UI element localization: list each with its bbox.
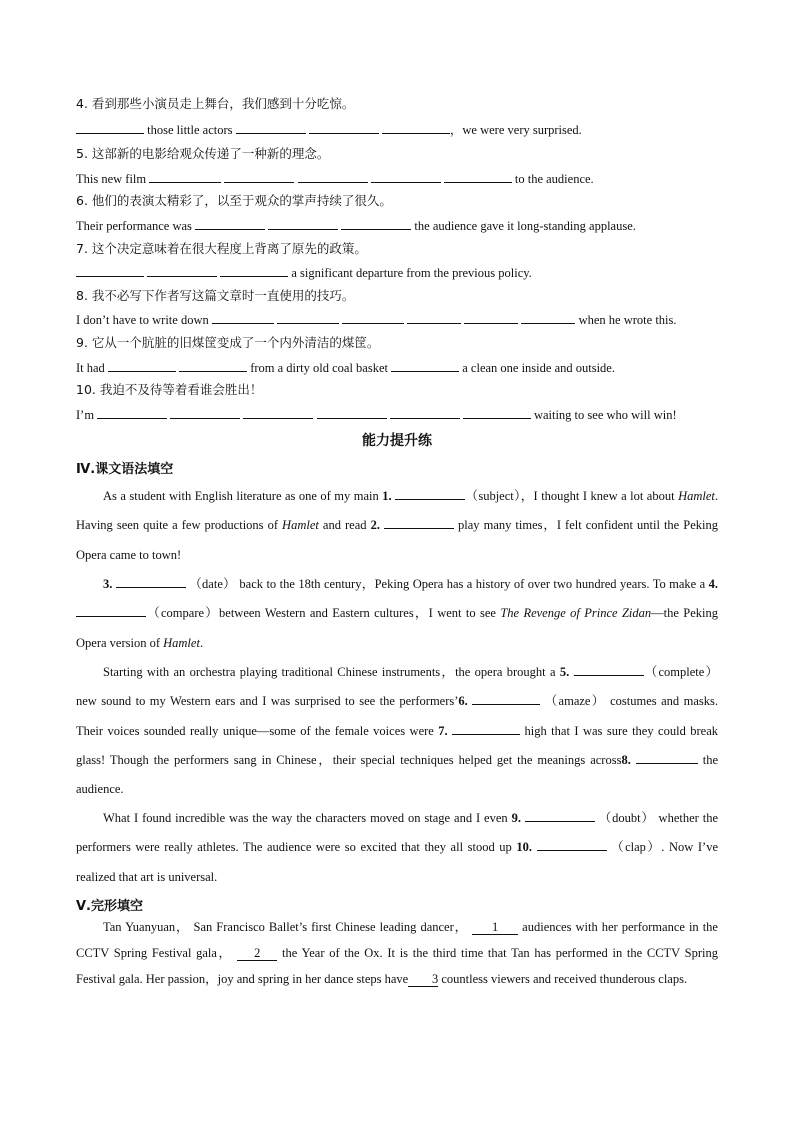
answer-blank[interactable] [537,838,607,851]
part-4-heading: Ⅳ.课文语法填空 [76,462,174,477]
answer-blank[interactable] [220,264,288,277]
answer-blank[interactable] [444,170,512,183]
paragraph-text: audiences with her performance in the CCTV Spring Festival gala， [76,920,718,960]
sentence-text: to the audience. [514,172,594,186]
exercise-10-chinese: 10. 我迫不及待等着看谁会胜出！ [76,382,263,397]
exercise-4-chinese: 4. 看到那些小演员走上舞台，我们感到十分吃惊。 [76,96,355,111]
part-4-paragraph-3 [76,658,718,804]
sentence-text: I don’t have to write down [76,313,209,327]
answer-blank[interactable] [179,359,247,372]
paragraph-text: （compare）between Western and Eastern cultures，I went to see [146,606,501,621]
paragraph-text: countless viewers and received thunderous claps. [438,972,688,986]
exercise-7-chinese: 7. 这个决定意味着在很大程度上背离了原先的政策。 [76,241,367,256]
answer-blank[interactable] [108,359,176,372]
title-hamlet: Hamlet [163,635,200,650]
section-title: 能力提升练 [362,433,432,449]
cloze-blank-3[interactable]: 3 [408,972,438,987]
exercise-4-english [76,121,724,138]
paragraph-text: （date） back to the 18th century，Peking Opera has a history of over two hundred years. To make a [189,577,709,591]
answer-blank[interactable] [76,604,146,617]
title-hamlet: Hamlet [282,518,319,533]
paragraph-text: —the Peking Opera version of [76,606,718,650]
part-5-paragraph [76,914,718,992]
blank-number: 7. [438,723,448,738]
paragraph-text: （clap）. Now I’ve realized that art is universal. [76,840,719,884]
paragraph-text: Starting with an orchestra playing traditional Chinese instruments，the opera brought a [103,665,560,679]
paragraph-text: What I found incredible was the way the characters moved on stage and I even [103,811,512,825]
answer-blank[interactable] [97,406,167,419]
blank-number: 4. [708,577,719,591]
blank-number: 10. [516,840,532,855]
title-hamlet: Hamlet [678,489,715,503]
blank-number: 2. [370,518,380,533]
paragraph-text: high that I was sure they could break glass! Though the performers sang in Chinese，their special techniques helped get the meanings across [76,723,719,767]
part-4-paragraph-1 [76,482,718,570]
sentence-text: It had [76,361,105,375]
answer-blank[interactable] [317,406,387,419]
answer-blank[interactable] [149,170,221,183]
sentence-text: I’m [76,408,95,422]
answer-blank[interactable] [407,311,461,324]
answer-blank[interactable] [384,516,454,529]
paragraph-text: the audience. [76,752,719,797]
answer-blank[interactable] [464,311,518,324]
exercise-9-english [76,359,724,376]
part-4-paragraph-2 [76,570,718,658]
answer-blank[interactable] [76,121,144,134]
answer-blank[interactable] [521,311,575,324]
answer-blank[interactable] [472,692,540,705]
paragraph-text: the Year of the Ox. It is the third time that Tan has performed in the CCTV Spring Festival gala. Her passion，joy and spring in her dance steps have [76,946,718,986]
answer-blank[interactable] [463,406,531,419]
part-4-paragraph-4 [76,804,718,892]
paragraph-text: play many times，I felt confident until the Peking Opera came to town! [76,518,718,562]
answer-blank[interactable] [395,487,465,500]
sentence-text: the audience gave it long-standing applause. [414,219,636,233]
exercise-6-chinese: 6. 他们的表演太精彩了，以至于观众的掌声持续了很久。 [76,193,392,208]
answer-blank[interactable] [116,575,186,588]
blank-number: 9. [511,811,521,825]
exercise-6-english [76,217,724,234]
exercise-9-chinese: 9. 它从一个肮脏的旧煤筐变成了一个内外清洁的煤筐。 [76,335,380,350]
paragraph-text: . Having seen quite a few productions of [76,489,718,533]
answer-blank[interactable] [382,121,450,134]
paragraph-text: （doubt） whether the performers were really athletes. The audience were so excited that they all stood up [76,811,719,855]
answer-blank[interactable] [636,751,698,764]
blank-number: 8. [621,752,631,767]
sentence-text: those little actors [147,123,233,137]
paragraph-text: As a student with English literature as one of my main [103,489,383,503]
answer-blank[interactable] [391,359,459,372]
answer-blank[interactable] [277,311,339,324]
sentence-text: ，we were very surprised. [449,123,582,137]
answer-blank[interactable] [224,170,294,183]
title-revenge-of-prince-zidan: The Revenge of Prince Zidan [500,606,652,621]
sentence-text: This new film [76,172,147,186]
paragraph-text: and read [318,518,371,533]
paragraph-text: Tan Yuanyuan， San Francisco Ballet’s first Chinese leading dancer， [103,920,469,934]
cloze-blank-1[interactable]: 1 [472,920,518,935]
cloze-blank-2[interactable]: 2 [237,946,277,961]
paragraph-text: . [199,635,204,650]
answer-blank[interactable] [574,663,644,676]
answer-blank[interactable] [452,722,520,735]
exercise-5-chinese: 5. 这部新的电影给观众传递了一种新的理念。 [76,146,330,161]
answer-blank[interactable] [170,406,240,419]
answer-blank[interactable] [76,264,144,277]
answer-blank[interactable] [147,264,217,277]
answer-blank[interactable] [195,217,265,230]
exercise-7-english [76,264,724,281]
exercise-5-english [76,170,724,187]
answer-blank[interactable] [371,170,441,183]
paragraph-text: （amaze） costumes and masks. Their voices sounded really unique—some of the female voices were [76,694,718,738]
sentence-text: from a dirty old coal basket [250,361,388,375]
answer-blank[interactable] [236,121,306,134]
answer-blank[interactable] [268,217,338,230]
exercise-10-english [76,406,724,423]
sentence-text: Their performance was [76,219,192,233]
answer-blank[interactable] [309,121,379,134]
exercise-8-chinese: 8. 我不必写下作者写这篇文章时一直使用的技巧。 [76,288,355,303]
answer-blank[interactable] [390,406,460,419]
answer-blank[interactable] [298,170,368,183]
blank-number: 1. [382,489,392,503]
answer-blank[interactable] [243,406,313,419]
part-5-heading: Ⅴ.完形填空 [76,899,143,914]
sentence-text: a clean one inside and outside. [462,361,615,375]
answer-blank[interactable] [525,809,595,822]
sentence-text: when he wrote this. [578,313,677,327]
paragraph-text: （subject），I thought I knew a lot about [465,489,679,503]
sentence-text: a significant departure from the previous policy. [291,266,532,280]
answer-blank[interactable] [212,311,274,324]
blank-number: 5. [559,665,570,679]
answer-blank[interactable] [341,217,411,230]
sentence-text: waiting to see who will win! [533,408,677,422]
blank-number: 3. [103,577,113,591]
answer-blank[interactable] [342,311,404,324]
blank-number: 6. [458,694,468,709]
paragraph-text: （complete）new sound to my Western ears and I was surprised to see the performers’ [76,665,718,709]
exercise-8-english [76,311,724,328]
